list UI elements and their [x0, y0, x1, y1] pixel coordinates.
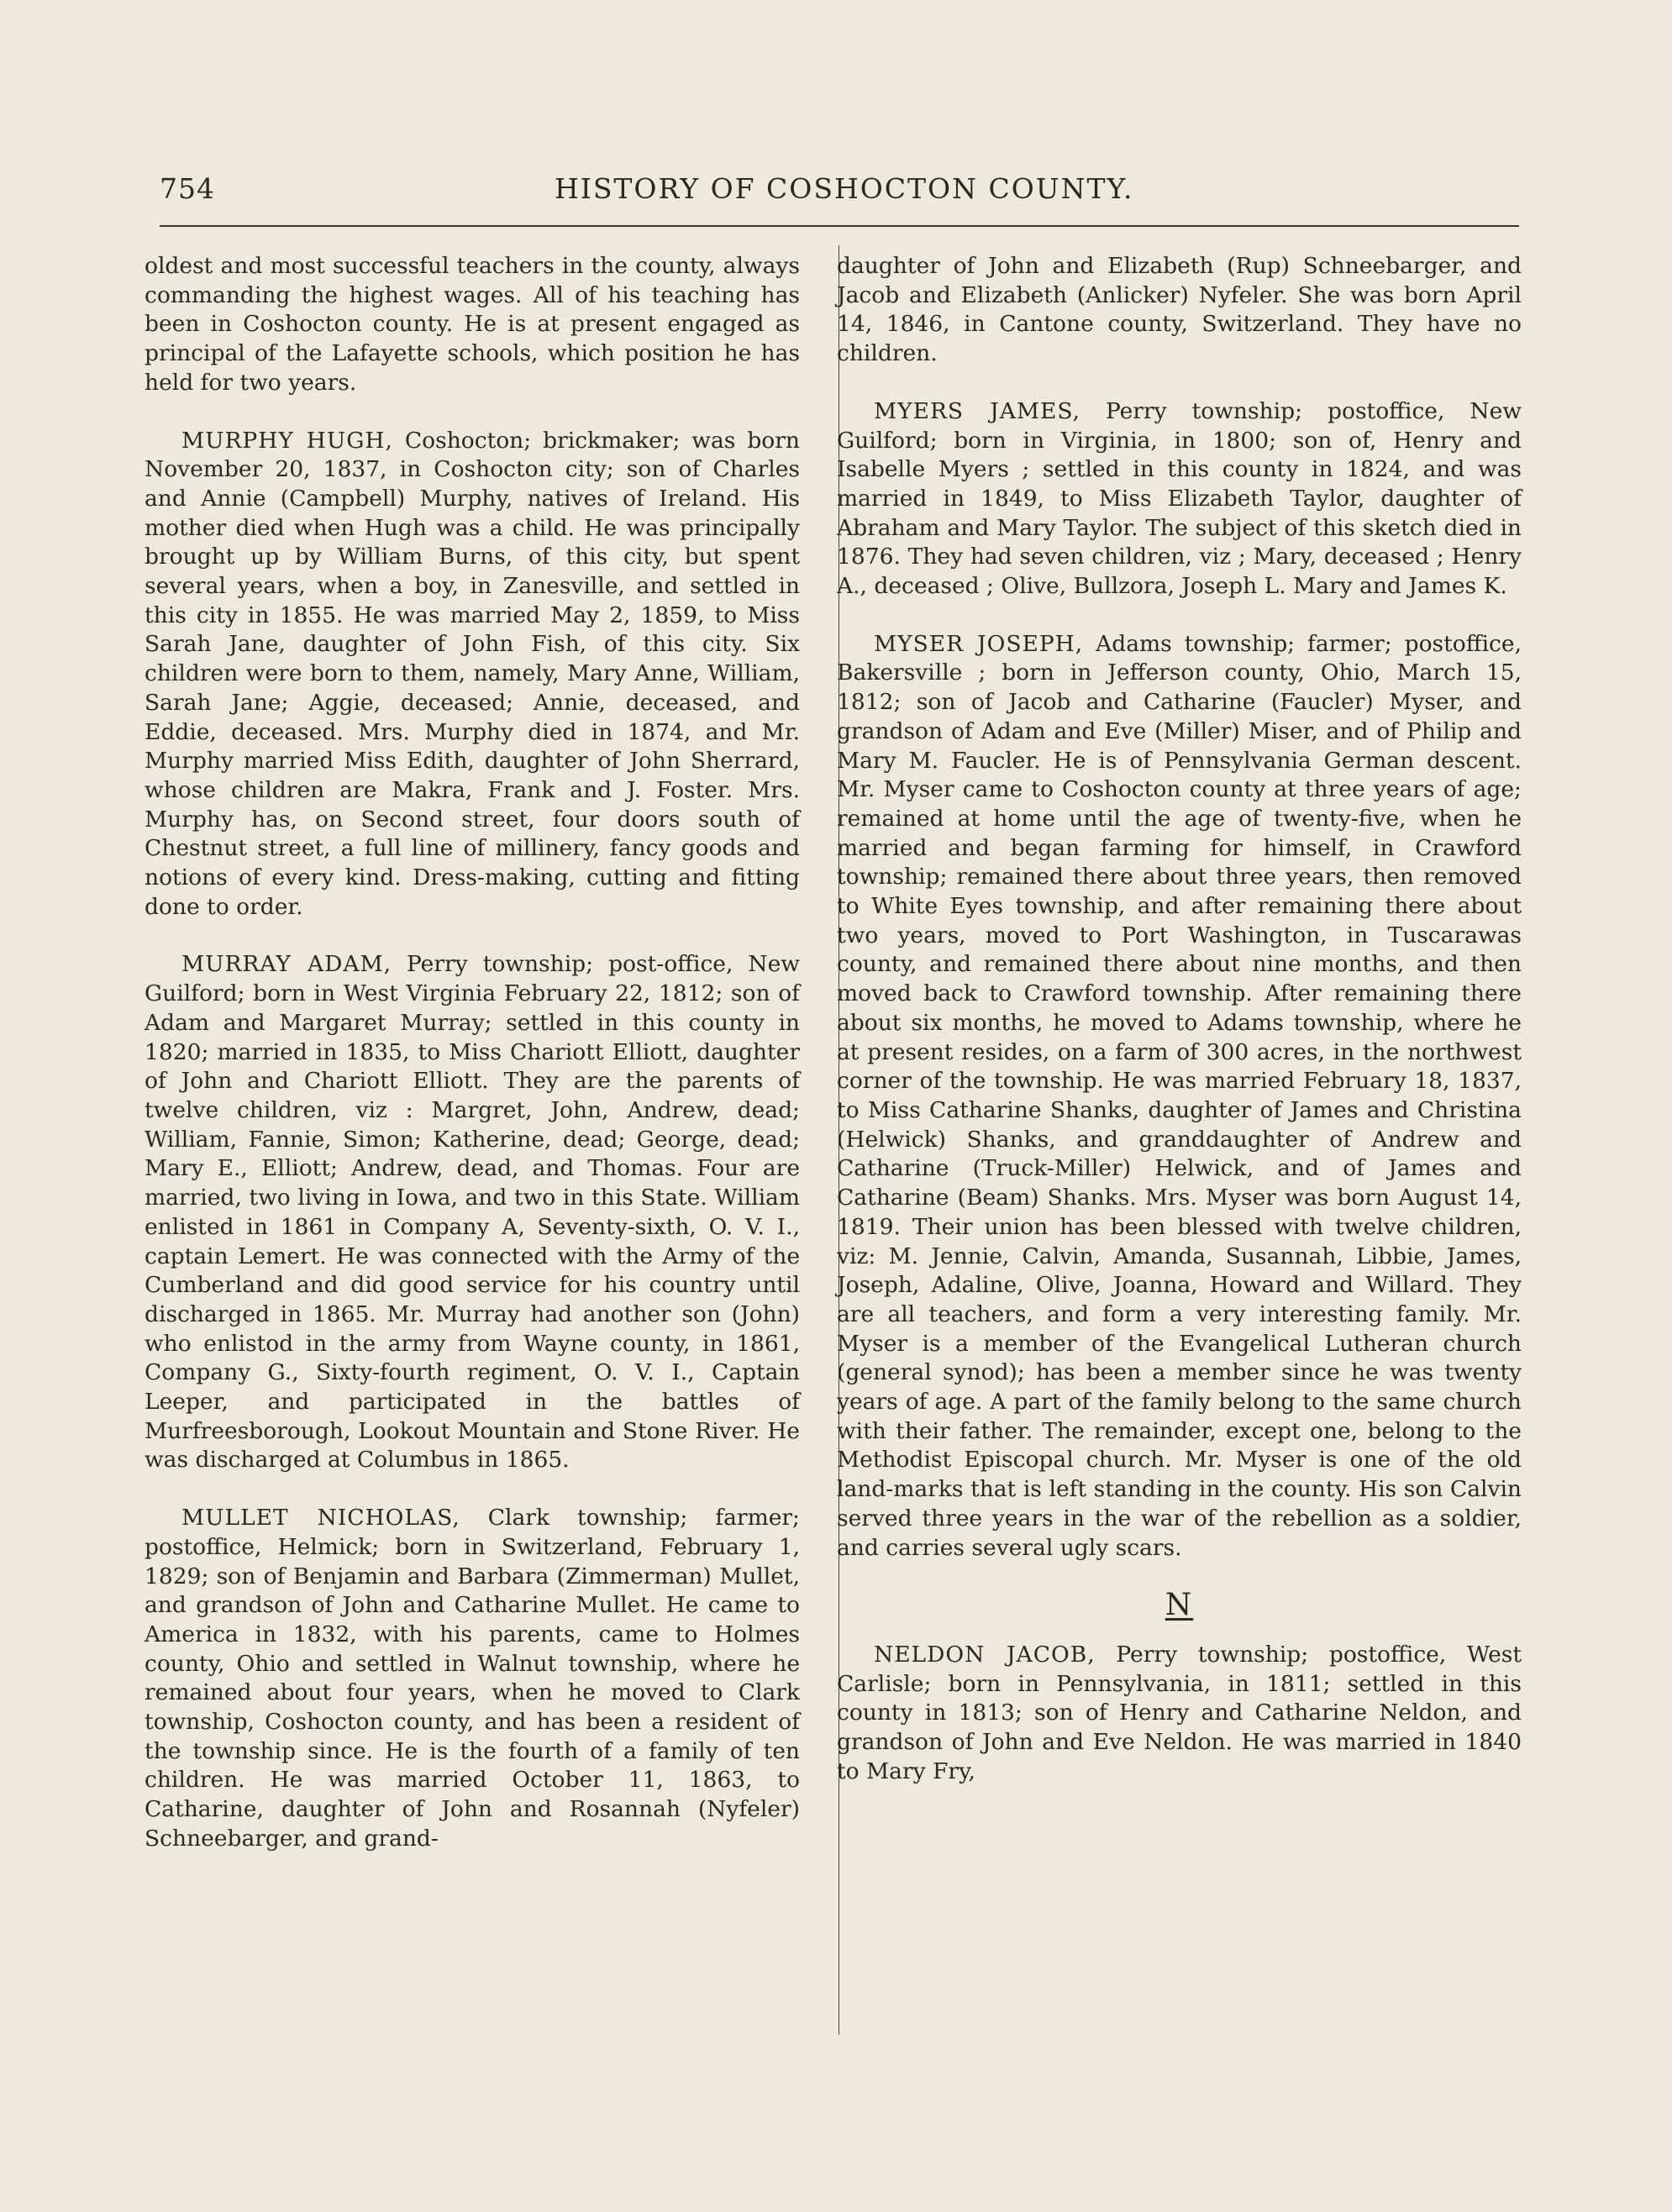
entry-neldon-jacob	[837, 1641, 1522, 1787]
continued-paragraph: daughter of John and Elizabeth (Rup) Schneebarger, and Jacob and Elizabeth (Anlicker) Nyfeler. She was born April 14, 1846, in Cantone county, Switzerland. They have no children.	[837, 253, 1522, 367]
header-rule	[160, 225, 1519, 227]
entry-text: Coshocton; brickmaker; was born November 20, 1837, in Coshocton city; son of Charles and Annie (Campbell) Murphy, natives of Ireland. His mother died when Hugh was a child. He was principally brought up by William Burns, of this city, but spent several years, when a boy, in Zanesville, and settled in this city in 1855. He was married May 2, 1859, to Miss Sarah Jane, daughter of John Fish, of this city. Six children were born to them, namely, Mary Anne, William, Sarah Jane; Aggie, deceased; Annie, deceased, and Eddie, deceased. Mrs. Murphy died in 1874, and Mr. Murphy married Miss Edith, daughter of John Sherrard, whose children are Makra, Frank and J. Foster. Mrs. Murphy has, on Second street, four doors south of Chestnut street, a full line of millinery, fancy goods and notions of every kind. Dress-making, cutting and fitting done to order.	[145, 427, 800, 920]
entry-name: MULLET NICHOLAS,	[181, 1505, 460, 1532]
section-letter-heading: N	[1165, 1588, 1194, 1623]
entry-murray-adam	[145, 950, 800, 1475]
entry-text: Perry township; postoffice, West Carlisle; born in Pennsylvania, in 1811; settled in this county in 1813; son of Henry and Catharine Neldon, and grandson of John and Eve Neldon. He was married in 1840 to Mary Fry,	[837, 1641, 1522, 1784]
entry-murphy-hugh	[145, 427, 800, 922]
entry-text: Adams township; farmer; postoffice, Bakersville ; born in Jefferson county, Ohio, March 15, 1812; son of Jacob and Catharine (Faucler) Myser, and grandson of Adam and Eve (Miller) Miser, and of Philip and Mary M. Faucler. He is of Pennsylvania German descent. Mr. Myser came to Coshocton county at three years of age; remained at home until the age of twenty-five, when he married and began farming for himself, in Crawford township; remained there about three years, then removed to White Eyes township, and after remaining there about two years, moved to Port Washington, in Tuscarawas county, and remained there about nine months, and then moved back to Crawford township. After remaining there about six months, he moved to Adams township, where he at present resides, on a farm of 300 acres, in the northwest corner of the township. He was married February 18, 1837, to Miss Catharine Shanks, daughter of James and Christina (Helwick) Shanks, and granddaughter of Andrew and Catharine (Truck-Miller) Helwick, and of James and Catharine (Beam) Shanks. Mrs. Myser was born August 14, 1819. Their union has been blessed with twelve children, viz: M. Jennie, Calvin, Amanda, Susannah, Libbie, James, Joseph, Adaline, Olive, Joanna, Howard and Willard. They are all teachers, and form a very interesting family. Mr. Myser is a member of the Evangelical Lutheran church (general synod); has been a member since he was twenty years of age. A part of the family belong to the same church with their father. The remainder, except one, belong to the Methodist Episcopal church. Mr. Myser is one of the old land-marks that is left standing in the county. His son Calvin served three years in the war of the rebellion as a soldier, and carries several ugly scars.	[837, 630, 1522, 1561]
running-title: HISTORY OF COSHOCTON COUNTY.	[555, 172, 1134, 205]
entry-name: MURRAY ADAM,	[181, 951, 392, 978]
entry-myser-joseph	[837, 630, 1522, 1563]
continued-paragraph: oldest and most successful teachers in the county, always commanding the highest wages. All of his teaching has been in Coshocton county. He is at present engaged as principal of the Lafayette schools, which position he has held for two years.	[145, 253, 800, 396]
entry-text: Perry township; postoffice, New Guilford; born in Virginia, in 1800; son of, Henry and Isabelle Myers ; settled in this county in 1824, and was married in 1849, to Miss Elizabeth Taylor, daughter of Abraham and Mary Taylor. The subject of this sketch died in 1876. They had seven children, viz ; Mary, deceased ; Henry A., deceased ; Olive, Bullzora, Joseph L. Mary and James K.	[837, 397, 1522, 600]
page-number: 754	[160, 172, 215, 205]
entry-name: MYSER JOSEPH,	[874, 630, 1084, 657]
entry-name: MYERS JAMES,	[874, 397, 1080, 424]
page-header	[160, 172, 1512, 214]
entry-name: NELDON JACOB,	[874, 1641, 1096, 1668]
entry-mullet-nicholas	[145, 1504, 800, 1853]
entry-myers-james	[837, 397, 1522, 602]
entry-text: Perry township; post-office, New Guilford; born in West Virginia February 22, 1812; son of Adam and Margaret Murray; settled in this county in 1820; married in 1835, to Miss Chariott Elliott, daughter of John and Chariott Elliott. They are the parents of twelve children, viz : Margret, John, Andrew, dead; William, Fannie, Simon; Katherine, dead; George, dead; Mary E., Elliott; Andrew, dead, and Thomas. Four are married, two living in Iowa, and two in this State. William enlisted in 1861 in Company A, Seventy-sixth, O. V. I., captain Lemert. He was connected with the Army of the Cumberland and did good service for his country until discharged in 1865. Mr. Murray had another son (John) who enlistod in the army from Wayne county, in 1861, Company G., Sixty-fourth regiment, O. V. I., Captain Leeper, and participated in the battles of Murfreesborough, Lookout Mountain and Stone River. He was discharged at Columbus in 1865.	[145, 951, 800, 1474]
entry-name: MURPHY HUGH,	[181, 427, 393, 454]
right-column	[837, 252, 1522, 1786]
entry-text: Clark township; farmer; postoffice, Helmick; born in Switzerland, February 1, 1829; son of Benjamin and Barbara (Zimmerman) Mullet, and grandson of John and Catharine Mullet. He came to America in 1832, with his parents, came to Holmes county, Ohio and settled in Walnut township, where he remained about four years, when he moved to Clark township, Coshocton county, and has been a resident of the township since. He is the fourth of a family of ten children. He was married October 11, 1863, to Catharine, daughter of John and Rosannah (Nyfeler) Schneebarger, and grand-	[145, 1505, 800, 1852]
left-column	[145, 252, 800, 1854]
